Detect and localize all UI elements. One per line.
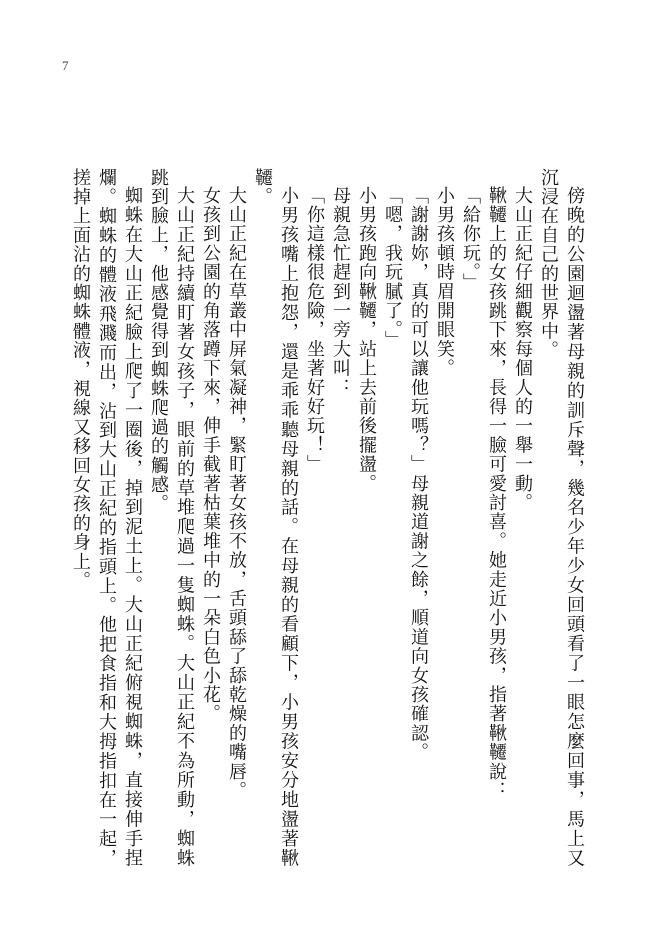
paragraph: 蜘蛛在大山正紀臉上爬了一圈後，掉到泥土上。大山正紀俯視蜘蛛，直接伸手捏爛。蜘蛛的體液飛濺而出，沾到大山正紀的指頭上。他把食指和大拇指扣在一起，搓掉上面沾的蜘蛛體液，視線又移回女孩的身上。 xyxy=(70,168,143,868)
paragraph: 「謝謝妳，真的可以讓他玩嗎？」母親道謝之餘，順道向女孩確認。 xyxy=(408,186,429,762)
paragraph: 鞦韆上的女孩跳下來，長得一臉可愛討喜。她走近小男孩，指著鞦韆說： xyxy=(486,186,507,801)
paragraph: 傍晚的公園迴盪著母親的訓斥聲，幾名少年少女回頭看了一眼怎麼回事，馬上又沉浸在自己的世界中。 xyxy=(538,168,585,868)
paragraph: 「嗯，我玩膩了。」 xyxy=(382,186,403,350)
paragraph: 小男孩跑向鞦韆，站上去前後擺盪。 xyxy=(356,186,377,494)
paragraph: 「你這樣很危險，坐著好好玩！」 xyxy=(304,186,325,474)
paragraph: 小男孩嘴上抱怨，還是乖乖聽母親的話。在母親的看顧下，小男孩安分地盪著鞦韆。 xyxy=(252,168,299,868)
paragraph: 大山正紀在草叢中屏氣凝神，緊盯著女孩不放，舌頭舔了舔乾燥的嘴唇。 xyxy=(226,186,247,801)
page-number: 7 xyxy=(62,58,69,73)
vertical-text-body xyxy=(67,168,587,868)
paragraph: 女孩到公園的角落蹲下來，伸手截著枯葉堆中的一朵白色小花。 xyxy=(200,186,221,724)
paragraph: 「給你玩。」 xyxy=(460,186,481,293)
paragraph: 大山正紀仔細觀察每個人的一舉一動。 xyxy=(512,186,533,513)
paragraph: 小男孩頓時眉開眼笑。 xyxy=(434,186,455,378)
paragraph: 母親急忙趕到一旁大叫： xyxy=(330,186,351,398)
paragraph: 大山正紀持續盯著女孩子，眼前的草堆爬過一隻蜘蛛。大山正紀不為所動，蜘蛛跳到臉上，他感覺得到蜘蛛爬過的觸感。 xyxy=(148,168,195,868)
